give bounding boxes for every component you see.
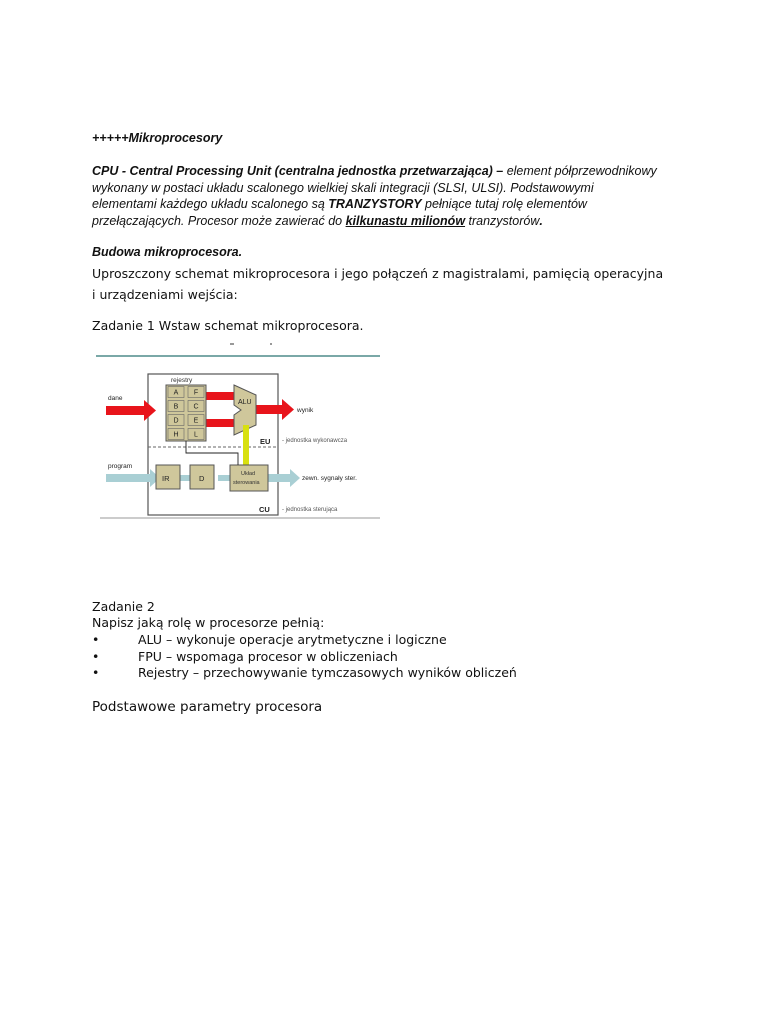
task1-text: Zadanie 1 Wstaw schemat mikroprocesora. xyxy=(92,318,364,333)
data-input-arrow xyxy=(106,406,150,415)
microprocessor-diagram xyxy=(92,341,384,523)
list-item xyxy=(92,631,592,648)
millions-term: kilkunastu milionów xyxy=(345,213,466,228)
intro-paragraph xyxy=(92,163,692,229)
bullet: • xyxy=(92,632,100,647)
list-item-text: FPU – wspomaga procesor w obliczeniach xyxy=(138,648,398,664)
registers-label: rejestry xyxy=(171,377,193,384)
cpu-definition-term: CPU - Central Processing Unit (centralna jednostka przetwarzająca) – xyxy=(92,164,504,178)
alu-label: ALU xyxy=(238,399,252,406)
control-unit-label-2: sterowania xyxy=(233,480,260,486)
cu-description: - jednostka sterująca xyxy=(282,507,338,513)
eu-description: - jednostka wykonawcza xyxy=(282,438,348,444)
task2-list xyxy=(92,631,592,681)
intro-text-1: element półprzewodnikowy xyxy=(503,164,657,178)
program-input-label: program xyxy=(108,463,133,470)
intro-text-4b: tranzystorów xyxy=(465,213,540,228)
result-output-label: wynik xyxy=(297,407,314,414)
intro-end-dot: . xyxy=(539,213,543,228)
section-text-line2: i urządzeniami wejścia: xyxy=(92,287,238,302)
result-output-arrow-head xyxy=(282,399,294,420)
registers-to-alu-bottom xyxy=(202,419,236,427)
list-item-text: Rejestry – przechowywanie tymczasowych wyników obliczeń xyxy=(138,665,517,680)
register-label: L xyxy=(194,431,198,439)
register-label: H xyxy=(173,431,179,439)
task2-title: Zadanie 2 xyxy=(92,599,155,614)
ext-signals-arrow-head xyxy=(290,469,300,487)
register-label: E xyxy=(193,417,199,425)
control-unit-block xyxy=(230,465,268,491)
d-label: D xyxy=(199,474,205,483)
section-heading: Budowa mikroprocesora. xyxy=(92,245,243,259)
ext-signals-label: zewn. sygnały ster. xyxy=(302,475,357,482)
eu-label: EU xyxy=(260,437,271,446)
intro-text-4a: przełączających. Procesor może zawierać do xyxy=(92,213,346,228)
intro-text-3b: pełniące tutaj rolę elementów xyxy=(421,197,587,211)
list-item xyxy=(92,664,592,681)
intro-text-3a: elementami każdego układu scalonego są xyxy=(92,197,329,211)
registers-to-alu-top xyxy=(202,392,236,400)
data-input-label: dane xyxy=(108,395,123,402)
alu-control-bus xyxy=(243,425,249,467)
cu-label: CU xyxy=(259,505,270,514)
ir-label: IR xyxy=(162,474,170,483)
bullet: • xyxy=(92,665,100,680)
intro-text-2: wykonany w postaci układu scalonego wielkiej skali integracji (SLSI, ULSI). Podstawowymi xyxy=(92,180,594,195)
section-text-line1: Uproszczony schemat mikroprocesora i jego połączeń z magistralami, pamięcią operacyjna xyxy=(92,266,664,281)
result-output-arrow xyxy=(256,405,286,414)
task2-prompt: Napisz jaką rolę w procesorze pełnią: xyxy=(92,615,325,630)
registers-block xyxy=(166,385,206,441)
params-heading: Podstawowe parametry procesora xyxy=(92,699,323,715)
register-label: F xyxy=(193,389,199,397)
register-label: B xyxy=(173,403,179,411)
list-item xyxy=(92,648,592,665)
transistors-term: TRANZYSTORY xyxy=(328,197,422,211)
control-unit-label-1: Układ xyxy=(241,471,256,477)
register-label: D xyxy=(173,417,179,425)
list-item-text: ALU – wykonuje operacje arytmetyczne i logiczne xyxy=(138,632,447,647)
bullet: • xyxy=(92,648,100,664)
register-label: A xyxy=(173,389,179,397)
document-title: +++++Mikroprocesory xyxy=(92,131,223,145)
register-label: C xyxy=(193,403,199,411)
